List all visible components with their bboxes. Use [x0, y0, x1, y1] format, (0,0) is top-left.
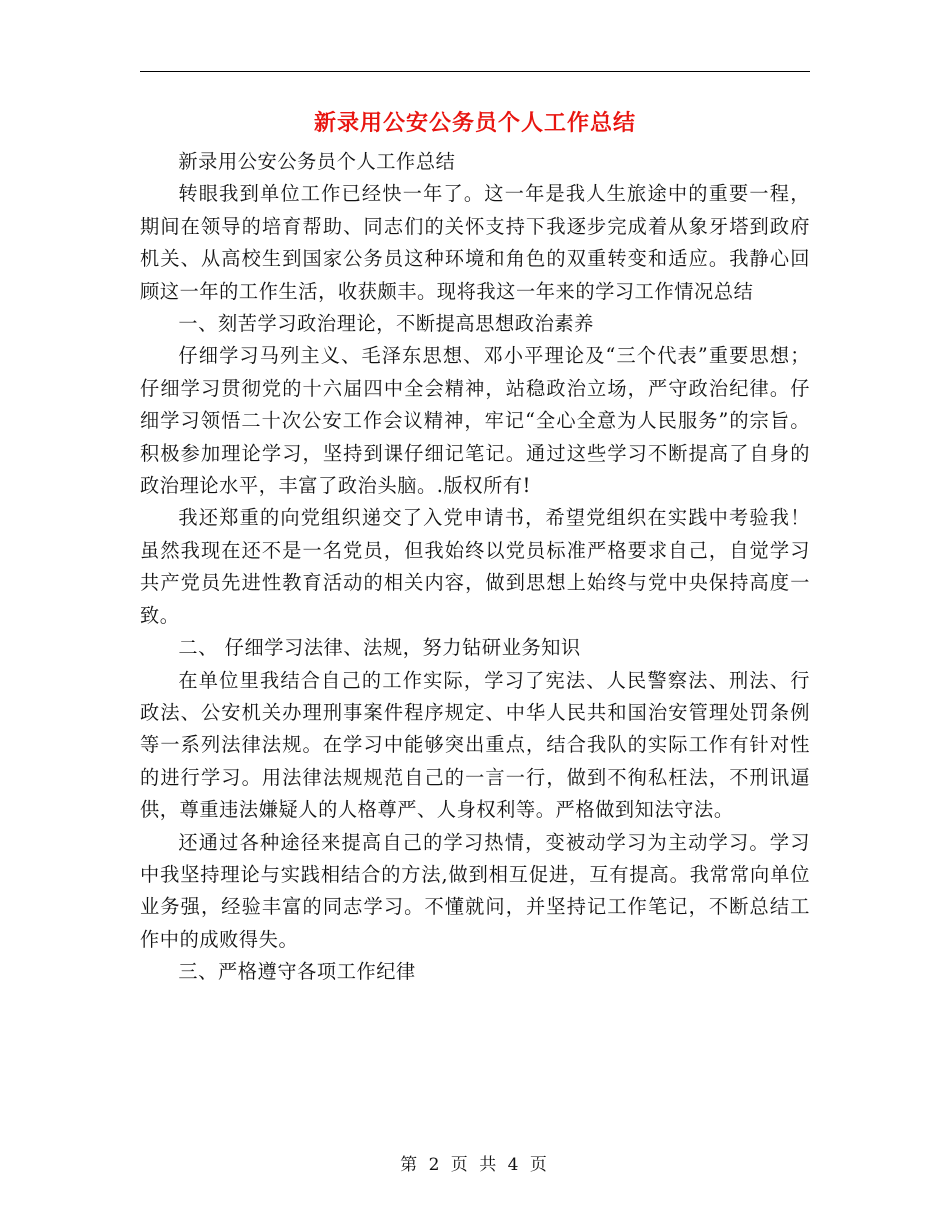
paragraph-party-application: 我还郑重的向党组织递交了入党申请书，希望党组织在实践中考验我！虽然我现在还不是一名党员，但我始终以党员标准严格要求自己，自觉学习共产党员先进性教育活动的相关内容，做到思想上始终与党中央保持高度一致。 — [140, 506, 810, 627]
paragraph-political-study: 仔细学习马列主义、毛泽东思想、邓小平理论及“三个代表”重要思想；仔细学习贯彻党的十六届四中全会精神，站稳政治立场，严守政治纪律。仔细学习领悟二十次公安工作会议精神，牢记“全心全意为人民服务”的宗旨。积极参加理论学习，坚持到课仔细记笔记。通过这些学习不断提高了自身的政治理论水平，丰富了政治头脑。.版权所有! — [140, 344, 810, 498]
document-body — [140, 146, 810, 989]
header-rule — [140, 71, 810, 72]
paragraph-active-learning: 还通过各种途径来提高自己的学习热情，变被动学习为主动学习。学习中我坚持理论与实践相结合的方法,做到相互促进，互有提高。我常常向单位业务强，经验丰富的同志学习。不懂就问，并坚持记工作笔记，不断总结工作中的成败得失。 — [140, 830, 810, 951]
document-title: 新录用公安公务员个人工作总结 — [313, 111, 636, 136]
page-number: 第 2 页 共 4 页 — [400, 1155, 550, 1175]
paragraph-intro: 转眼我到单位工作已经快一年了。这一年是我人生旅途中的重要一程，期间在领导的培育帮助、同志们的关怀支持下我逐步完成着从象牙塔到政府机关、从高校生到国家公务员这种环境和角色的双重转变和适应。我静心回顾这一年的工作生活，收获颇丰。现将我这一年来的学习工作情况总结 — [140, 182, 810, 303]
paragraph-subtitle: 新录用公安公务员个人工作总结 — [178, 150, 456, 173]
paragraph-law-study: 在单位里我结合自己的工作实际，学习了宪法、人民警察法、刑法、行政法、公安机关办理刑事案件程序规定、中华人民共和国治安管理处罚条例等一系列法律法规。在学习中能够突出重点，结合我队的实际工作有针对性的进行学习。用法律法规规范自己的一言一行，做到不徇私枉法，不刑讯逼供，尊重违法嫌疑人的人格尊严、人身权利等。严格做到知法守法。 — [140, 668, 810, 822]
section-heading-3: 三、严格遵守各项工作纪律 — [178, 960, 416, 984]
section-heading-1: 一、刻苦学习政治理论，不断提高思想政治素养 — [178, 312, 594, 336]
section-heading-2: 二、 仔细学习法律、法规，努力钻研业务知识 — [178, 636, 581, 660]
